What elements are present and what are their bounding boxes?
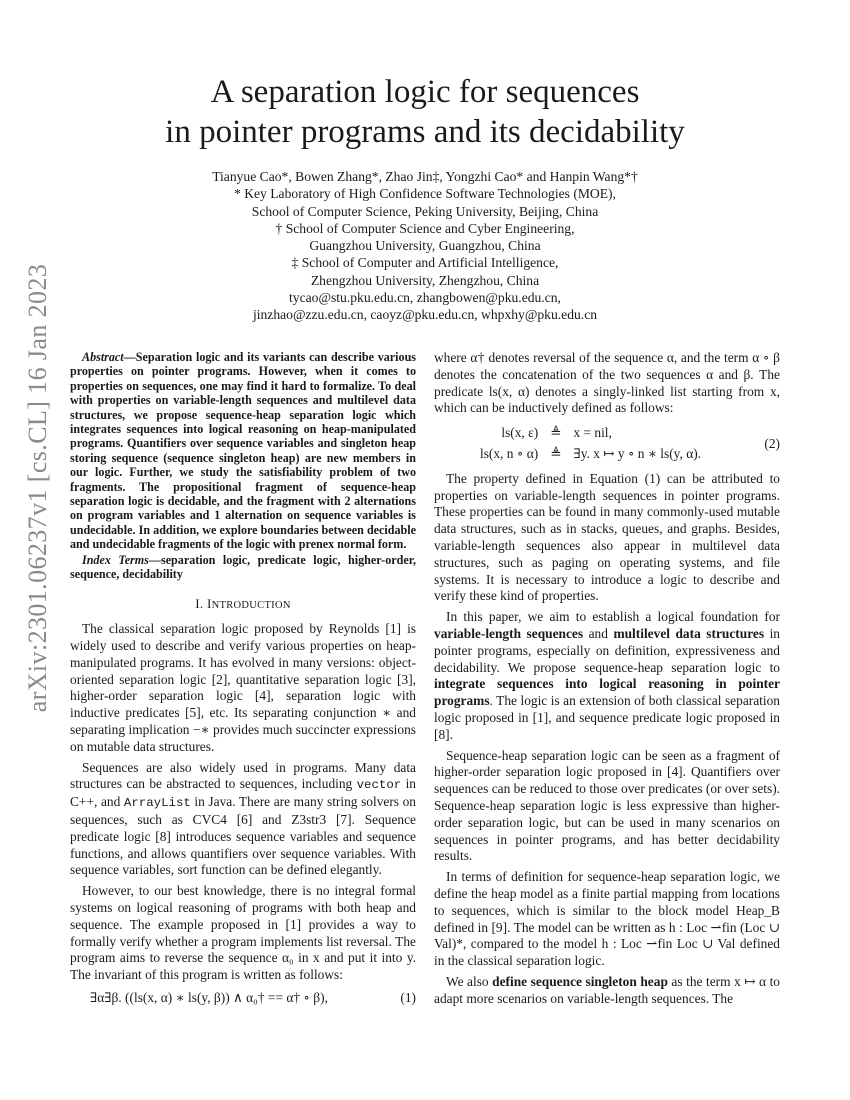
eq2-row2-rhs: ∃y. x ↦ y ∘ n ∗ ls(y, α). bbox=[573, 445, 702, 461]
eq2-row1-op: ≜ bbox=[550, 425, 562, 441]
abstract-text: —Separation logic and its variants can describe various properties on pointer programs. However, when it comes to properties on sequences, one may find it hard to formalize. To deal with properties on variable-length sequences and multilevel data structures, we propose sequence-heap separation logic which integrates sequences into logical reasoning on heap-manipulated programs. Quantifiers over sequence variables and singleton heap storing sequence (sequence singleton heap) are new members in our logic. Further, we study the satisfiability problem of two fragments. The propositional fragment of sequence-heap separation logic is decidable, and the fragment with 2 alternations on program variables and 1 alternation on sequence variables is undecidable. In addition, we explore boundaries between decidable and undecidable fragments of the logic with prenex normal form. bbox=[70, 350, 416, 552]
eq2-row2-lhs: ls(x, n ∘ α) bbox=[480, 445, 539, 461]
equation-2-number: (2) bbox=[764, 435, 780, 451]
arxiv-side-stamp bbox=[18, 0, 58, 1100]
author-block bbox=[0, 168, 850, 324]
paragraph: where α† denotes reversal of the sequence α, and the term α ∘ β denotes the concatenation of the two sequences α and β. The predicate ls(x, α) denotes a singly-linked list starting from x, which can be inductively defined as follows: bbox=[434, 350, 780, 416]
affiliation-line: Zhengzhou University, Zhengzhou, China bbox=[310, 272, 540, 288]
email-line: tycao@stu.pku.edu.cn, zhangbowen@pku.edu.cn, bbox=[289, 290, 561, 306]
equation-1 bbox=[70, 990, 416, 1007]
section-heading-introduction: I. INTRODUCTION bbox=[195, 595, 291, 611]
paragraph: The classical separation logic proposed by Reynolds [1] is widely used to describe and verify various properties on heap-manipulated programs. It has evolved in many versions: object-oriented separation logic [2], quantitative separation logic [3], higher-order separation logic [4], separation logic with inductive predicates [5], etc. Its separating conjunction ∗ and separating implication −∗ provides much succincter expressions on mutable data structures. bbox=[70, 621, 416, 754]
paragraph: Sequences are also widely used in programs. Many data structures can be abstracted to sequences, including vector in C++, and ArrayList in Java. There are many string solvers on sequences, such as CVC4 [6] and Z3str3 [7]. Sequence predicate logic [8] introduces sequence variables and sequence functions, and allows quantifiers over sequence variables. With sequence variables, sort function can be defined elegantly. bbox=[70, 759, 416, 878]
affiliation-line: ‡ School of Computer and Artificial Intelligence, bbox=[291, 255, 559, 271]
author-names: Tianyue Cao*, Bowen Zhang*, Zhao Jin‡, Yongzhi Cao* and Hanpin Wang*† bbox=[212, 169, 638, 184]
index-terms bbox=[70, 553, 416, 582]
abstract-label: Abstract bbox=[82, 350, 124, 364]
email-line: jinzhao@zzu.edu.cn, caoyz@pku.edu.cn, whpxhy@pku.edu.cn bbox=[252, 307, 598, 323]
title-line-1: A separation logic for sequences bbox=[210, 74, 640, 110]
left-column bbox=[70, 350, 416, 1007]
abstract bbox=[70, 350, 416, 552]
equation-2 bbox=[434, 423, 780, 465]
affiliation-line: † School of Computer Science and Cyber Engineering, bbox=[275, 220, 575, 236]
paragraph: However, to our best knowledge, there is no integral formal systems on logical reasoning of programs with both heap and sequence. The example proposed in [1] provides a way to formally verify whether a program implements list reversal. The program aims to reverse the sequence α₀ in x and put it into y. The invariant of this program is written as follows: bbox=[70, 883, 416, 983]
index-terms-label: Index Terms bbox=[82, 552, 149, 567]
equation-1-number: (1) bbox=[400, 990, 416, 1006]
code-arraylist: ArrayList bbox=[123, 796, 191, 811]
affiliation-line: Guangzhou University, Guangzhou, China bbox=[309, 238, 541, 254]
paragraph: In this paper, we aim to establish a logical foundation for variable-length sequences and multilevel data structures in pointer programs, especially on definition, expressiveness and decidability. We propose sequence-heap separation logic to integrate sequences into logical reasoning in pointer programs. The logic is an extension of both classical separation logic proposed in [1], and sequence predicate logic proposed in [8]. bbox=[434, 609, 781, 742]
paragraph: We also define sequence singleton heap as the term x ↦ α to adapt more scenarios on variable-length sequences. The bbox=[434, 973, 780, 1006]
eq2-row1-lhs: ls(x, ε) bbox=[501, 425, 539, 441]
index-terms-text: —separation logic, predicate logic, higher-order, sequence, decidability bbox=[70, 552, 416, 582]
paragraph: Sequence-heap separation logic can be seen as a fragment of higher-order separation logic proposed in [4]. Quantifiers over sequences can be reduced to those over predicates (or over sets). Sequence-heap separation logic is less expressive than higher-order separation logic, but can be used in many scenarios on sequences in pointer programs, and has better decidability results. bbox=[434, 747, 780, 864]
title-line-2: in pointer programs and its decidability bbox=[165, 114, 685, 150]
equation-2-table bbox=[474, 423, 707, 465]
right-column bbox=[434, 350, 780, 1011]
paragraph: In terms of definition for sequence-heap separation logic, we define the heap model as a finite partial mapping from locations to sequences, which is similar to the block model Heap_B defined in [9]. The model can be written as h : Loc ⇀fin (Loc ∪ Val)*, compared to the model h : Loc ⇀fin Loc ∪ Val defined in the classical separation logic. bbox=[434, 869, 780, 969]
paper-title bbox=[0, 72, 850, 152]
equation-1-body: ∃α∃β. ((ls(x, α) ∗ ls(y, β)) ∧ α₀† == α† ∘ β), bbox=[90, 990, 328, 1006]
affiliation-line: School of Computer Science, Peking University, Beijing, China bbox=[251, 203, 599, 219]
eq2-row2-op: ≜ bbox=[550, 445, 562, 461]
affiliation-line: * Key Laboratory of High Confidence Software Technologies (MOE), bbox=[234, 186, 616, 202]
eq2-row1-rhs: x = nil, bbox=[573, 425, 612, 441]
paragraph: The property defined in Equation (1) can be attributed to properties on variable-length sequences in pointer programs. These properties can be found in many commonly-used mutable data structures, such as in stacks, queues, and graphs. Besides, variable-length sequences also appear in multilevel data structures, such as paging on operating systems, and file systems. It is necessary to introduce a logic to describe and verify these kind of properties. bbox=[434, 470, 780, 604]
code-vector: vector bbox=[356, 778, 402, 793]
arxiv-identifier: arXiv:2301.06237v1 [cs.CL] 16 Jan 2023 bbox=[23, 263, 52, 713]
